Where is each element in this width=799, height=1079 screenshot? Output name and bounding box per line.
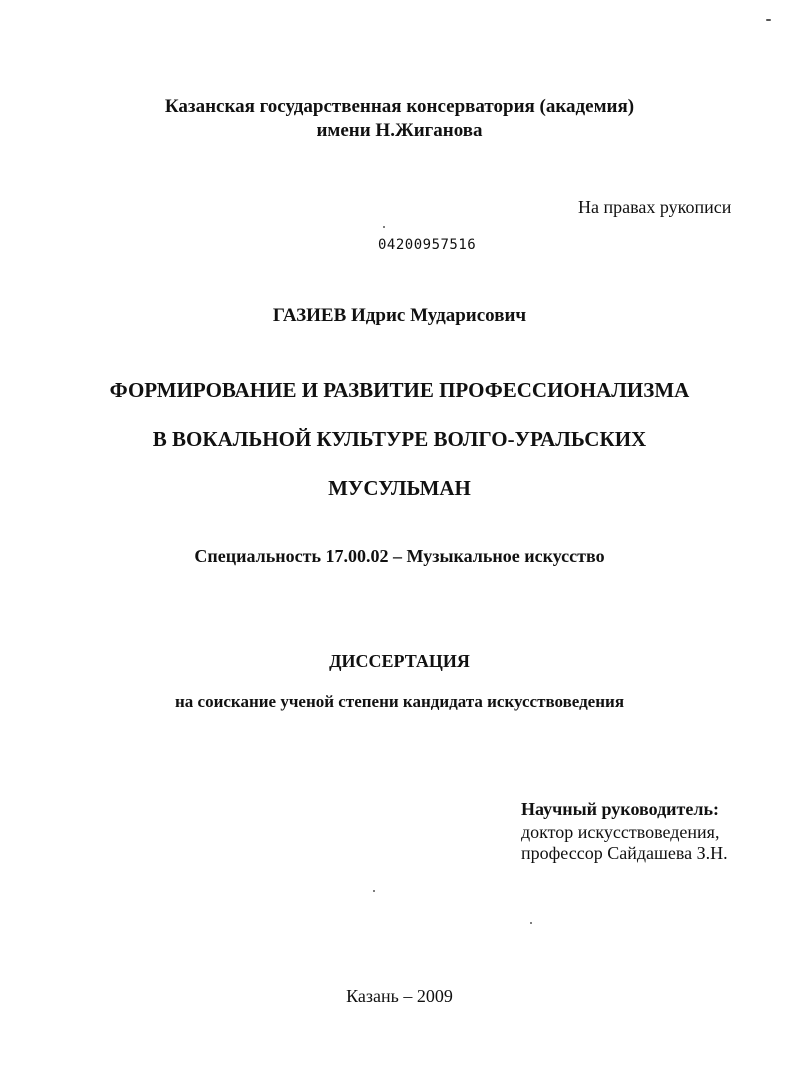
scan-speck	[530, 922, 532, 924]
scan-speck	[373, 890, 375, 892]
city-year: Казань – 2009	[346, 986, 453, 1006]
specialty: Специальность 17.00.02 – Музыкальное искусство	[194, 546, 605, 566]
scan-speck	[383, 226, 385, 228]
supervisor-degree: доктор искусствоведения,	[521, 822, 720, 842]
document-type: ДИССЕРТАЦИЯ	[329, 651, 470, 671]
author-name: ГАЗИЕВ Идрис Мударисович	[272, 305, 527, 326]
title-line-2: В ВОКАЛЬНОЙ КУЛЬТУРЕ ВОЛГО-УРАЛЬСКИХ	[152, 427, 647, 451]
title-line-1: ФОРМИРОВАНИЕ И РАЗВИТИЕ ПРОФЕССИОНАЛИЗМА	[109, 378, 690, 402]
rights-note: На правах рукописи	[578, 197, 732, 217]
institution-block	[0, 95, 799, 143]
supervisor-heading: Научный руководитель:	[521, 799, 719, 819]
institution-line-1: Казанская государственная консерватория (академия)	[164, 96, 635, 117]
degree-line: на соискание ученой степени кандидата искусствоведения	[174, 692, 625, 711]
registration-code: 04200957516	[378, 237, 477, 253]
scan-speck	[766, 19, 771, 21]
supervisor-name: профессор Сайдашева З.Н.	[521, 843, 728, 863]
title-line-3: МУСУЛЬМАН	[328, 476, 471, 500]
institution-line-2: имени Н.Жиганова	[316, 120, 483, 141]
